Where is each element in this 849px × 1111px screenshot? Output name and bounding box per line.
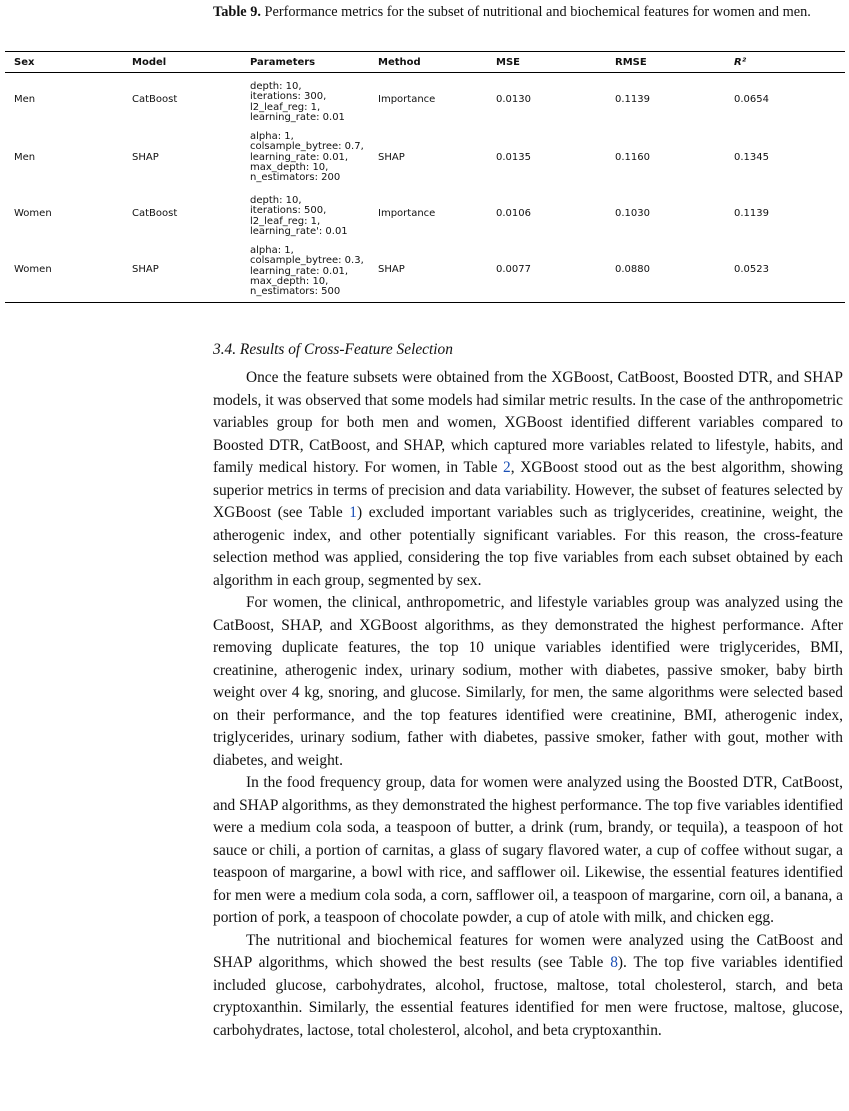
param-line: l2_leaf_reg: 1, (250, 101, 321, 113)
table-row (5, 244, 845, 302)
cell-model: SHAP (132, 264, 159, 275)
table-reference-link[interactable]: 1 (349, 504, 357, 521)
paragraph (213, 367, 843, 592)
header-r2: R² (734, 57, 747, 68)
paragraph: For women, the clinical, anthropometric, and lifestyle variables group was analyzed using the CatBoost, SHAP, and XGBoost algorithms, as they demonstrated the highest performance. After removing duplicate features, the top 10 unique variables identified were triglycerides, BMI, creatinine, atherogenic index, urinary sodium, mother with diabetes, passive smoker, baby birth weight over 4 kg, snoring, and glucose. Similarly, for men, the same algorithms were selected based on their performance, and the top features identified were creatinine, BMI, atherogenic index, triglycerides, urinary sodium, father with diabetes, passive smoker, father with gout, mother with diabetes, and weight. (213, 594, 843, 769)
param-line: learning_rate: 0.01, (250, 265, 349, 277)
table-row (5, 73, 845, 130)
param-line: depth: 10, (250, 195, 302, 206)
cell-r2: 0.0523 (734, 264, 769, 275)
cell-method: SHAP (378, 264, 405, 275)
param-line: colsample_bytree: 0.3, (250, 255, 364, 267)
table-bottom-rule (5, 302, 845, 303)
table-reference-link[interactable]: 8 (610, 954, 618, 971)
cell-rmse: 0.1030 (615, 208, 650, 219)
cell-rmse: 0.1139 (615, 94, 650, 105)
results-table (5, 51, 845, 303)
cell-mse: 0.0077 (496, 264, 531, 275)
cell-mse: 0.0130 (496, 94, 531, 105)
paragraph (213, 930, 843, 1043)
cell-sex: Men (14, 94, 36, 105)
param-line: alpha: 1, (250, 245, 294, 256)
cell-parameters (250, 196, 348, 237)
param-line: n_estimators: 200 (250, 172, 341, 184)
cell-parameters (250, 132, 364, 183)
table-caption-text: Performance metrics for the subset of nutritional and biochemical features for women and men. (264, 4, 811, 20)
table-caption-label: Table 9. (213, 4, 261, 20)
section-3-4 (213, 339, 843, 1042)
paragraph-text: ) excluded important variables such as triglycerides, creatinine, weight, the atherogenic index, and other potentially significant variables. For this reason, the cross-feature selection method was applied, considering the top five variables from each subset obtained by each algorithm in each group, segmented by sex. (213, 504, 843, 589)
header-parameters: Parameters (250, 57, 316, 68)
header-mse: MSE (496, 57, 520, 68)
cell-parameters (250, 246, 364, 297)
param-line: max_depth: 10, (250, 161, 329, 173)
header-rmse: RMSE (615, 57, 647, 68)
paragraph-text: , XGBoost stood out as the best algorithm, showing superior metrics in terms of precision and data variability. However, the subset of features selected by XGBoost (see Table (213, 459, 843, 521)
table-reference-link[interactable]: 2 (503, 459, 511, 476)
param-line: learning_rate: 0.01, (250, 151, 349, 163)
cell-sex: Women (14, 208, 52, 219)
paragraph-text: The nutritional and biochemical features for women were analyzed using the CatBoost and SHAP algorithms, which showed the best results (see Table (213, 931, 843, 971)
cell-rmse: 0.0880 (615, 264, 650, 275)
param-line: l2_leaf_reg: 1, (250, 215, 321, 227)
cell-r2: 0.1345 (734, 152, 769, 163)
param-line: depth: 10, (250, 81, 302, 92)
param-line: n_estimators: 500 (250, 286, 341, 298)
param-line: learning_rate': 0.01 (250, 225, 348, 237)
table-caption (213, 2, 838, 23)
cell-mse: 0.0106 (496, 208, 531, 219)
header-sex: Sex (14, 57, 35, 68)
param-line: alpha: 1, (250, 131, 294, 142)
paragraph-text: Once the feature subsets were obtained from the XGBoost, CatBoost, Boosted DTR, and SHAP models, it was observed that some models had similar metric results. In the case of the anthropometric variables group for both men and women, XGBoost identified different variables compared to Boosted DTR, CatBoost, and SHAP, which captured more variables related to lifestyle, habits, and family medical history. For women, in Table (213, 369, 843, 476)
cell-sex: Women (14, 264, 52, 275)
cell-mse: 0.0135 (496, 152, 531, 163)
cell-r2: 0.0654 (734, 94, 769, 105)
cell-model: CatBoost (132, 94, 178, 105)
section-heading: 3.4. Results of Cross-Feature Selection (213, 341, 453, 358)
cell-sex: Men (14, 152, 36, 163)
cell-method: Importance (378, 94, 436, 105)
param-line: max_depth: 10, (250, 275, 329, 287)
header-method: Method (378, 57, 421, 68)
param-line: iterations: 300, (250, 91, 327, 103)
table-header-row (5, 52, 845, 72)
cell-method: Importance (378, 208, 436, 219)
cell-parameters (250, 82, 345, 123)
param-line: learning_rate: 0.01 (250, 111, 345, 123)
header-model: Model (132, 57, 167, 68)
table-row (5, 187, 845, 244)
cell-r2: 0.1139 (734, 208, 769, 219)
cell-rmse: 0.1160 (615, 152, 650, 163)
param-line: colsample_bytree: 0.7, (250, 141, 364, 153)
paragraph-text: ). The top five variables identified included glucose, carbohydrates, alcohol, fructose, maltose, total cholesterol, starch, and beta cryptoxanthin. Similarly, the essential features identified for men were fructose, maltose, glucose, carbohydrates, lactose, total cholesterol, alcohol, and beta cryptoxanthin. (213, 954, 844, 1039)
paragraph: In the food frequency group, data for women were analyzed using the Boosted DTR, CatBoost, and SHAP algorithms, as they demonstrated the highest performance. The top five variables identified were a medium cola soda, a teaspoon of butter, a drink (rum, brandy, or tequila), a teaspoon of hot sauce or chili, a portion of carnitas, a glass of sugary flavored water, a cup of coffee without sugar, a teaspoon of margarine, a bowl with rice, and safflower oil. Likewise, the essential features identified for men were a medium cola soda, a corn, safflower oil, a teaspoon of margarine, corn oil, a banana, a portion of pork, a teaspoon of chocolate powder, a cup of atole with milk, and chicken egg. (213, 774, 843, 926)
cell-model: SHAP (132, 152, 159, 163)
param-line: iterations: 500, (250, 205, 327, 217)
cell-method: SHAP (378, 152, 405, 163)
table-row (5, 130, 845, 187)
cell-model: CatBoost (132, 208, 178, 219)
